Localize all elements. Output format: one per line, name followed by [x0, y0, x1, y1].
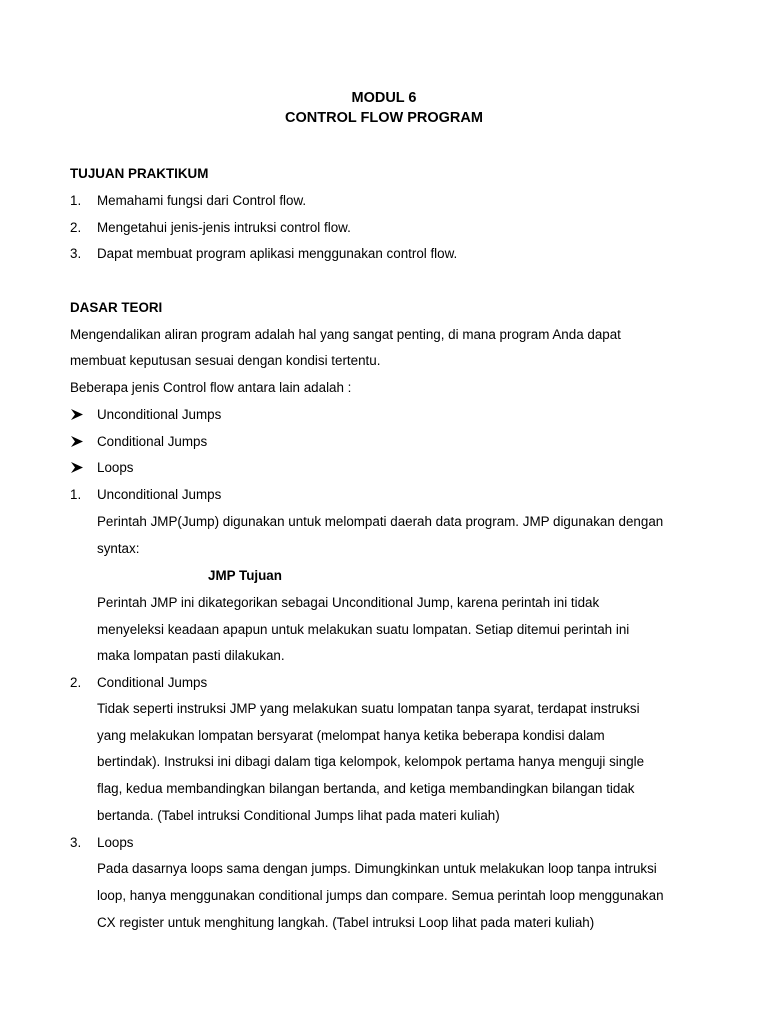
paragraph-line: menyeleksi keadaan apapun untuk melakukan suatu lompatan. Setiap ditemui perintah ini: [97, 622, 630, 637]
paragraph-line: Perintah JMP(Jump) digunakan untuk melompati daerah data program. JMP digunakan dengan: [97, 514, 664, 529]
list-number: 2.: [70, 220, 82, 235]
section-number: 2.: [70, 675, 82, 690]
paragraph-line: yang melakukan lompatan bersyarat (melompat hanya ketika beberapa kondisi dalam: [97, 728, 605, 743]
bullet-item: Unconditional Jumps: [97, 407, 222, 422]
paragraph-line: bertanda. (Tabel intruksi Conditional Jumps lihat pada materi kuliah): [97, 808, 500, 823]
paragraph-line: Beberapa jenis Control flow antara lain adalah :: [70, 380, 352, 395]
paragraph-line: Tidak seperti instruksi JMP yang melakukan suatu lompatan tanpa syarat, terdapat instruksi: [97, 701, 640, 716]
section-number: 3.: [70, 835, 82, 850]
bullet-item: Loops: [97, 460, 134, 475]
bullet-item: Conditional Jumps: [97, 434, 208, 449]
section-title: Unconditional Jumps: [97, 487, 222, 502]
section-title: Conditional Jumps: [97, 675, 208, 690]
syntax-line: JMP Tujuan: [208, 568, 282, 583]
module-subtitle: CONTROL FLOW PROGRAM: [285, 110, 483, 126]
module-title: MODUL 6: [351, 90, 417, 106]
paragraph-line: bertindak). Instruksi ini dibagi dalam tiga kelompok, kelompok pertama hanya menguji single: [97, 754, 645, 769]
arrow-bullet-icon: [70, 435, 84, 448]
paragraph-line: Perintah JMP ini dikategorikan sebagai Unconditional Jump, karena perintah ini tidak: [97, 595, 600, 610]
paragraph-line: syntax:: [97, 541, 140, 556]
section-number: 1.: [70, 487, 82, 502]
arrow-bullet-icon: [70, 461, 84, 474]
list-number: 1.: [70, 193, 82, 208]
list-item: Dapat membuat program aplikasi menggunakan control flow.: [97, 246, 458, 261]
dasar-heading: DASAR TEORI: [70, 300, 163, 315]
paragraph-line: flag, kedua membandingkan bilangan bertanda, and ketiga membandingkan bilangan tidak: [97, 781, 635, 796]
paragraph-line: Pada dasarnya loops sama dengan jumps. Dimungkinkan untuk melakukan loop tanpa intruksi: [97, 861, 657, 876]
paragraph-line: CX register untuk menghitung langkah. (Tabel intruksi Loop lihat pada materi kuliah): [97, 915, 595, 930]
paragraph-line: membuat keputusan sesuai dengan kondisi tertentu.: [70, 353, 381, 368]
paragraph-line: loop, hanya menggunakan conditional jumps dan compare. Semua perintah loop menggunakan: [97, 888, 664, 903]
list-item: Memahami fungsi dari Control flow.: [97, 193, 307, 208]
list-item: Mengetahui jenis-jenis intruksi control flow.: [97, 220, 351, 235]
section-title: Loops: [97, 835, 134, 850]
paragraph-line: Mengendalikan aliran program adalah hal yang sangat penting, di mana program Anda dapat: [70, 327, 621, 342]
paragraph-line: maka lompatan pasti dilakukan.: [97, 648, 285, 663]
list-number: 3.: [70, 246, 82, 261]
tujuan-heading: TUJUAN PRAKTIKUM: [70, 166, 209, 181]
arrow-bullet-icon: [70, 408, 84, 421]
